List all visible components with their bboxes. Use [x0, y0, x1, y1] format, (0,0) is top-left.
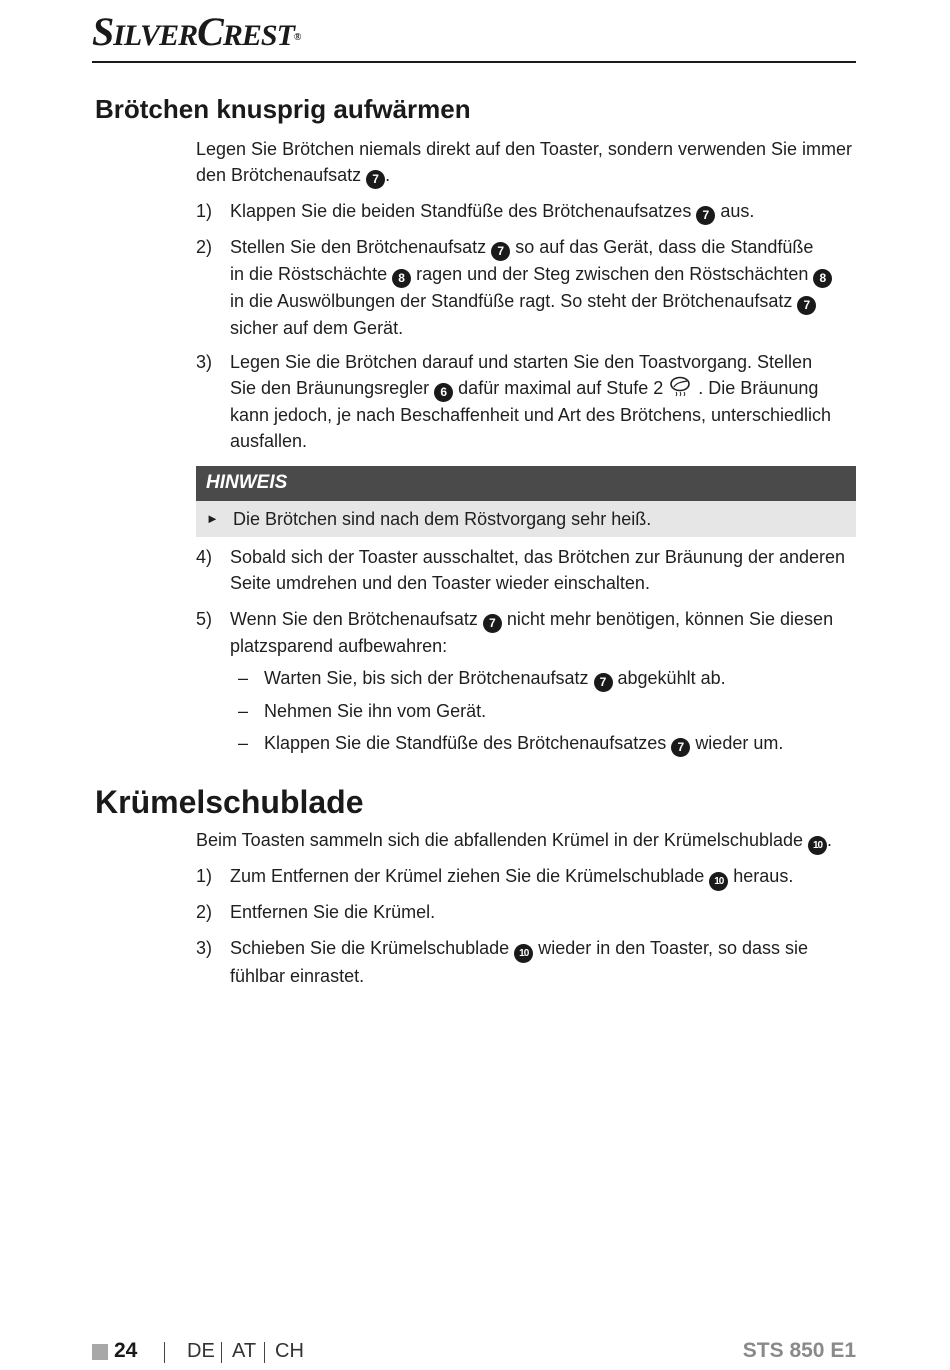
dash-item: – Klappen Sie die Standfüße des Brötchenaufsatzes 7 wieder um. — [238, 730, 858, 757]
step-2: 2) Stellen Sie den Brötchenaufsatz 7 so auf das Gerät, dass die Standfüße in die Röstschächte 8 ragen und der Steg zwischen den Röstschächten 8 in die Auswölbungen der Standfüße ragt. So steht der Brötchenaufsatz 7 sicher auf dem Gerät. — [196, 234, 861, 341]
ref-marker: 10 — [808, 836, 827, 855]
page-footer — [0, 1335, 950, 1369]
lang-ch: CH — [275, 1340, 304, 1362]
note-title: HINWEIS — [206, 472, 288, 493]
note-header — [196, 466, 856, 501]
section1-intro: Legen Sie Brötchen niemals direkt auf den Toaster, sondern verwenden Sie immer den Brötchenaufsatz 7 . — [196, 136, 861, 189]
arrow-icon: ► — [206, 511, 219, 526]
section-title-broetchen: Brötchen knusprig aufwärmen — [95, 94, 471, 124]
step-3: 3) Schieben Sie die Krümelschublade 10 wieder in den Toaster, so dass sie fühlbar einrastet. — [196, 938, 809, 986]
dash-item: – Nehmen Sie ihn vom Gerät. — [238, 701, 487, 721]
ref-marker: 6 — [434, 383, 453, 402]
ref-marker: 10 — [514, 944, 533, 963]
ref-marker: 7 — [483, 614, 502, 633]
step-3: 3) Legen Sie die Brötchen darauf und starten Sie den Toastvorgang. Stellen Sie den Bräunungsregler 6 dafür maximal auf Stufe 2 . Die Bräunung kann jedoch, je nach Beschaffenheit und Art des Brötchens, unterschiedlich ausfallen. — [196, 352, 832, 451]
step-2: 2) Entfernen Sie die Krümel. — [196, 902, 436, 922]
lang-de: DE — [187, 1340, 215, 1362]
ref-marker: 7 — [366, 170, 385, 189]
lang-at: AT — [232, 1340, 257, 1362]
section2-intro: Beim Toasten sammeln sich die abfallenden Krümel in der Krümelschublade 10 . — [196, 827, 861, 855]
ref-marker: 7 — [797, 296, 816, 315]
note-body — [196, 501, 856, 537]
ref-marker: 7 — [491, 242, 510, 261]
divider — [164, 1342, 165, 1363]
dash-item: – Warten Sie, bis sich der Brötchenaufsatz 7 abgekühlt ab. — [238, 665, 858, 692]
square-icon — [92, 1344, 108, 1360]
section-title-kruemelschublade: Krümelschublade — [95, 784, 364, 820]
step-1: 1) Zum Entfernen der Krümel ziehen Sie die Krümelschublade 10 heraus. — [196, 863, 861, 891]
divider — [221, 1342, 222, 1363]
page-number: 24 — [114, 1339, 138, 1362]
ref-marker: 8 — [392, 269, 411, 288]
step-4: 4) Sobald sich der Toaster ausschaltet, das Brötchen zur Bräunung der anderen Seite umdrehen und den Toaster wieder einschalten. — [196, 547, 846, 593]
model-number: STS 850 E1 — [742, 1339, 856, 1362]
steam-level-icon — [668, 376, 698, 400]
ref-marker: 7 — [594, 673, 613, 692]
ref-marker: 7 — [696, 206, 715, 225]
divider — [264, 1342, 265, 1363]
step-5: 5) Wenn Sie den Brötchenaufsatz 7 nicht mehr benötigen, können Sie diesen platzsparend aufbewahren: — [196, 609, 834, 656]
header-rule — [92, 61, 856, 63]
brand-logo: SILVERCREST® — [92, 9, 301, 54]
ref-marker: 7 — [671, 738, 690, 757]
ref-marker: 10 — [709, 872, 728, 891]
ref-marker: 8 — [813, 269, 832, 288]
note-text: Die Brötchen sind nach dem Röstvorgang sehr heiß. — [233, 509, 652, 529]
step-1: 1) Klappen Sie die beiden Standfüße des Brötchenaufsatzes 7 aus. — [196, 198, 861, 225]
